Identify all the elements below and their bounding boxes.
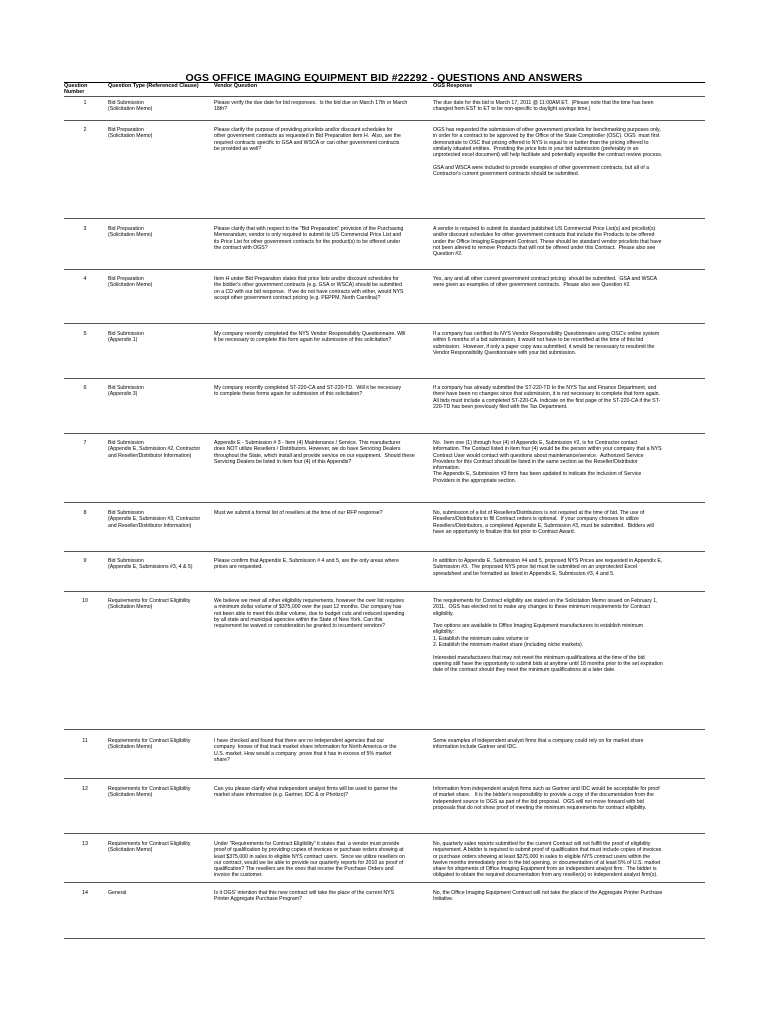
question-number: 7 bbox=[83, 440, 87, 446]
ogs-response: No, quarterly sales reports submitted for the current Contract will not fulfill the proof of eligibility requirement. A bidder is required to submit proof of qualification that must include copies of invoices or purchase orders showing at least $375,000 in sales to eligible NYS contract users within the twelve months immediately prior to the bid opening, or documentation of at least 5% of U.S. market share for shipments of Office Imaging Equipment from an independent analyst firm. The bidder is obligated to obtain the required documentation from any reseller(s) or independent analyst firm(s). bbox=[433, 841, 662, 879]
question-number: 6 bbox=[83, 385, 87, 391]
question-type: Bid Submission (Appendix E, Submission #2, Contractor and Reseller/Distributor Information) bbox=[108, 440, 201, 459]
row-divider bbox=[64, 591, 705, 592]
row-divider bbox=[64, 433, 705, 434]
ogs-response: No. Item one (1) through four (4) of Appendix E, Submission #2, is for Contractor contact information. The Contact listed in item four (4) would be the person within your company that a NYS Contract User would contact with questions about maintenance/service. Authorized Service Providers for this Contract should be listed in the same section as the Reseller/Distributor information. The Appendix E, Submission #3 form has been updated to indicate the inclusion of Service Providers in the appropriate section. bbox=[433, 440, 662, 484]
vendor-question: We believe we meet all other eligibility requirements, however the over list requires a minimum dollar volume of $375,000 over the past 12 months. Our company has not been able to meet this dollar volume, due to budget cuts and reduced spending by all state and municipal agencies within the State of New York. Can this requirement be waived or consideration be granted to incumbent vendors? bbox=[214, 598, 405, 630]
question-number: 3 bbox=[83, 226, 87, 232]
ogs-response: If a company has certified its NYS Vendor Responsibility Questionnaire using OSC's online system within 6 months of a bid submission, it would not have to be recertified at the time of this bid submission. However, if only a paper copy was submitted, it would be necessary to resubmit the Vendor Responsibility Questionnaire with your bid submission. bbox=[433, 331, 660, 356]
question-number: 13 bbox=[82, 841, 88, 847]
question-type: General bbox=[108, 890, 127, 896]
question-number: 1 bbox=[83, 100, 87, 106]
row-divider bbox=[64, 218, 705, 219]
question-type: Bid Submission (Solicitation Memo) bbox=[108, 100, 153, 113]
header-vendor-question: Vendor Question bbox=[214, 83, 258, 89]
ogs-response: A vendor is required to submit its standard published US Commercial Price List(s) and pricelist(s) and/or discount schedules for other government contracts that include the Products to be offered under the Office Imaging Equipment Contract. These should be standard vendor pricelists that have not been altered to remove Products that will not be offered under this Contract. Please also see Question #2. bbox=[433, 226, 662, 258]
ogs-response: Information from independent analyst firms such as Gartner and IDC would be acceptable for proof of market share. It is the bidder's responsibility to provide a copy of the documentation from the independent source to OGS as part of the bid proposal. OGS will not move forward with bid proposals that do not show proof of meeting the minimum requirements for contract eligibility. bbox=[433, 786, 660, 811]
row-divider bbox=[64, 323, 705, 324]
vendor-question: I have checked and found that there are no independent agencies that our company knows of that track market share information for North America or the U.S. market. How would a company prove that it has in excess of 5% market share? bbox=[214, 738, 397, 763]
row-divider bbox=[64, 551, 705, 552]
row-divider bbox=[64, 502, 705, 503]
question-number: 11 bbox=[82, 738, 88, 744]
question-number: 9 bbox=[83, 558, 87, 564]
question-type: Bid Preparation (Solicitation Memo) bbox=[108, 276, 153, 289]
vendor-question: Item H under Bid Preparation states that price lists and/or discount schedules for the bidder's other government contracts (e.g. GSA or WSCA) should be submitted on a CD with our bid response. If we do not have contracts with either, would NYS accept other government contract pricing (e.g. PEPPM, North Carolina)? bbox=[214, 276, 404, 301]
row-divider bbox=[64, 120, 705, 121]
vendor-question: My company recently completed ST-220-CA and ST-220-TD. Will it be necessary to complete these forms again for submission of this solicitation? bbox=[214, 385, 402, 398]
vendor-question: Must we submit a formal list of resellers at the time of our RFP response? bbox=[214, 510, 383, 516]
header-question-number: Question Number bbox=[64, 83, 88, 96]
ogs-response: No, submission of a list of Resellers/Distributors is not required at the time of bid. The use of Resellers/Distributors to fill Contract orders is optional. If your company chooses to utilize Resellers/Distributors, a completed Appendix E, Submission #3, must be submitted. Bidders will have an opportunity to finalize this list prior to Contract Award. bbox=[433, 510, 654, 535]
row-divider bbox=[64, 833, 705, 834]
row-divider bbox=[64, 882, 705, 883]
question-type: Requirements for Contract Eligibility (Solicitation Memo) bbox=[108, 738, 191, 751]
document-title: OGS OFFICE IMAGING EQUIPMENT BID #22292 - QUESTIONS AND ANSWERS bbox=[185, 72, 583, 84]
ogs-response: No, the Office Imaging Equipment Contract will not take the place of the Aggregate Printer Purchase Initiative. bbox=[433, 890, 663, 903]
vendor-question: Under "Requirements for Contract Eligibility" it states that a vendor must provide proof of qualification by providing copies of invoices or purchase orders showing at least $375,000 in sales to eligible NYS contract users. Since we utilize resellers on our contract, would we be able to provide our quarterly reports for 2010 as proof of qualification? The resellers are the ones that receive the Purchase Orders and invoice the customer. bbox=[214, 841, 405, 879]
row-divider bbox=[64, 269, 705, 270]
question-type: Requirements for Contract Eligibility (Solicitation Memo) bbox=[108, 786, 191, 799]
ogs-response: Yes, any and all other current government contract pricing should be submitted. GSA and WSCA were given as examples of other government contracts. Please also see Question #2. bbox=[433, 276, 658, 289]
question-type: Bid Submission (Appendix 1) bbox=[108, 331, 144, 344]
vendor-question: Please clarify the purpose of providing pricelists and/or discount schedules for other government contracts as requested in Bid Preparation item H. Also, are the required contracts specific to GSA and WSCA or can other government contracts be provided as well? bbox=[214, 127, 401, 152]
question-number: 2 bbox=[83, 127, 87, 133]
row-divider bbox=[64, 729, 705, 730]
question-number: 14 bbox=[82, 890, 88, 896]
header-ogs-response: OGS Response bbox=[433, 83, 473, 89]
ogs-response: Some examples of independent analyst firms that a company could rely on for market share information include Gartner and IDC. bbox=[433, 738, 644, 751]
vendor-question: Can you please clarify what independent analyst firms will be used to garner the market share information (e.g. Gartner, IDC & or Photizo)? bbox=[214, 786, 398, 799]
question-type: Bid Submission (Appendix 3) bbox=[108, 385, 144, 398]
vendor-question: Please confirm that Appendix E, Submission # 4 and 5, are the only areas where prices are requested. bbox=[214, 558, 399, 571]
question-type: Requirements for Contract Eligibility (Solicitation Memo) bbox=[108, 841, 191, 854]
ogs-response: In addition to Appendix E, Submission #4 and 5, proposed NYS Prices are requested in Appendix E, Submission #3. The proposed NYS price list must be submitted on an unprotected Excel spreadsheet and be formatted as listed in Appendix E, Submission #3, 4 and 5. bbox=[433, 558, 663, 577]
question-type: Bid Submission (Appendix E, Submissions #3, 4 & 5) bbox=[108, 558, 193, 571]
ogs-response: The due date for this bid is March 17, 2011 @ 11:00AM ET. (Please note that the time has been changed from EST to ET to be non-specific to daylight savings time.) bbox=[433, 100, 654, 113]
ogs-response: The requirements for Contract eligibility are stated on the Solicitation Memo issued on February 1, 2011. OGS has elected not to make any changes to these minimum requirements for Contract eligibility. Two options are available to Office Imaging Equipment manufacturers to establish minimum eligibility: 1. Establish the minimum sales volume or 2. Establish the minimum market share (including niche markets). Interested manufacturers that may not meet the minimum qualifications at the time of the bid opening still have the opportunity to submit bids at anytime until 18 months prior to the set expiration date of the contract should they meet the minimum qualifications at a later date. bbox=[433, 598, 663, 674]
row-divider bbox=[64, 778, 705, 779]
vendor-question: Please clarify that with respect to the "Bid Preparation" provision of the Purchasing Memorandum, vendor is only required to submit its US Commercial Price List and its Price List for other government contracts for the product(s) to be offered under the contract with OGS? bbox=[214, 226, 404, 251]
question-type: Requirements for Contract Eligibility (Solicitation Memo) bbox=[108, 598, 191, 611]
vendor-question: Please verify the due date for bid responses. Is the bid due on March 17th or March 18th? bbox=[214, 100, 408, 113]
question-number: 5 bbox=[83, 331, 87, 337]
row-divider bbox=[64, 378, 705, 379]
question-number: 8 bbox=[83, 510, 87, 516]
ogs-response: If a company has already submitted the ST-220-TD to the NYS Tax and Finance Department, and there have been no changes since that submission, it is not necessary to complete that form again. All bids must include a completed ST-220-CA. Indicate on the first page of the ST-220-CA if the ST- 220-TD has been previously filed with the Tax Department. bbox=[433, 385, 661, 410]
vendor-question: My company recently completed the NYS Vendor Responsibility Questionnaire. Will it be necessary to complete this form again for submission of this solicitation? bbox=[214, 331, 406, 344]
question-number: 4 bbox=[83, 276, 87, 282]
row-divider bbox=[64, 938, 705, 939]
question-type: Bid Preparation (Solicitation Memo) bbox=[108, 226, 153, 239]
question-number: 10 bbox=[82, 598, 88, 604]
header-rule bbox=[64, 96, 705, 97]
vendor-question: Is it OGS' intention that this new contract will take the place of the current NYS Printer Aggregate Purchase Program? bbox=[214, 890, 395, 903]
question-type: Bid Preparation (Solicitation Memo) bbox=[108, 127, 153, 140]
vendor-question: Appendix E - Submission # 3 - Item (4) Maintenance / Service. This manufacturer does NOT utilize Resellers / Distributors. However, we do have Servicing Dealers throughout the State, which install and provide service on our equipment. Should these Servicing Dealers be listed in item four (4) of this Appendix? bbox=[214, 440, 415, 465]
ogs-response: OGS has requested the submission of other government pricelists for benchmarking purposes only, in order for a contract to be approved by the Office of the State Comptroller (OSC). OGS must first demonstrate to OSC that pricing offered to NYS is equal to or better than the pricing offered to similarly situated entities. Providing the price lists in your bid submission (preferably in an unprotected excel document) will help facilitate and potentially expedite the contract review process. GSA and WSCA were included to provide examples of other government contracts, but all of a Contractor's current government contracts should be submitted. bbox=[433, 127, 663, 178]
question-type: Bid Submission (Appendix E, Submission #3, Contractor and Reseller/Distributor Information) bbox=[108, 510, 201, 529]
header-question-type: Question Type (Referenced Clause) bbox=[108, 83, 199, 89]
question-number: 12 bbox=[82, 786, 88, 792]
